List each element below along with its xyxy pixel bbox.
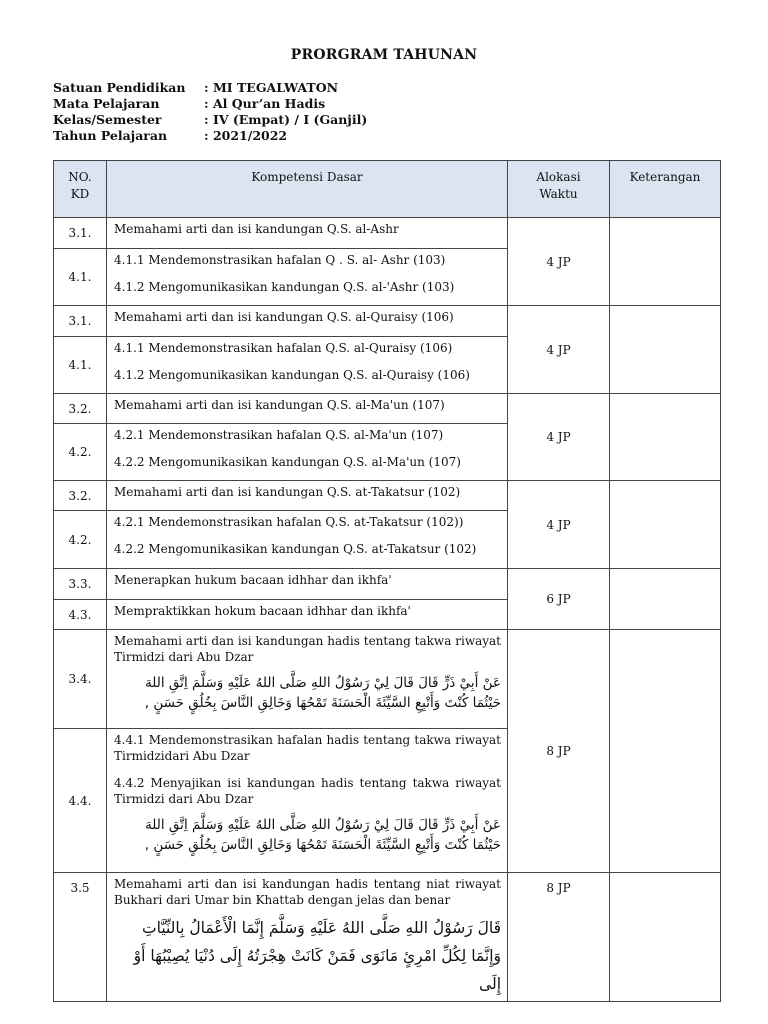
meta-row [53,80,367,96]
kd-number: 4.2. [54,424,107,481]
kd-text: 4.2.2 Mengomunikasikan kandungan Q.S. at-Takatsur (102) [114,542,477,556]
kd-text: Memahami arti dan isi kandungan Q.S. al-Ma'un (107) [114,398,445,412]
kd-number: 4.4. [54,729,107,873]
kd-number: 4.3. [54,600,107,630]
kd-text: 4.2.1 Mendemonstrasikan hafalan Q.S. at-Takatsur (102)) [114,515,464,529]
alokasi-waktu: 8 JP [508,630,610,873]
keterangan-cell [610,306,721,394]
meta-row [53,96,367,112]
meta-row [53,128,367,144]
keterangan-cell [610,630,721,873]
kd-description [107,249,508,306]
meta-key: Tahun Pelajaran [53,128,168,143]
kd-text: 4.1.2 Mengomunikasikan kandungan Q.S. al-Quraisy (106) [114,368,470,382]
kd-text: Mempraktikkan hokum bacaan idhhar dan ikhfa' [114,604,411,618]
document-title: PRORGRAM TAHUNAN [290,47,478,63]
meta-key: Kelas/Semester [53,112,162,127]
kd-text: 4.4.1 Mendemonstrasikan hafalan hadis tentang takwa riwayat Tirmidzidari Abu Dzar [114,733,501,763]
kd-text: 4.4.2 Menyajikan isi kandungan hadis tentang takwa riwayat Tirmidzi dari Abu Dzar [114,776,501,806]
program-table [53,160,721,1002]
header-alokasi-label: Alokasi [536,170,581,184]
kd-number: 3.5 [54,873,107,1002]
document-metadata [53,80,367,144]
kd-text: Menerapkan hukum bacaan idhhar dan ikhfa' [114,573,392,587]
alokasi-waktu: 4 JP [508,481,610,569]
kd-description [107,424,508,481]
kd-text: 4.1.1 Mendemonstrasikan hafalan Q . S. al- Ashr (103) [114,253,446,267]
kd-text: 4.2.1 Mendemonstrasikan hafalan Q.S. al-Ma'un (107) [114,428,444,442]
keterangan-cell [610,481,721,569]
kd-description [107,569,508,600]
alokasi-waktu: 4 JP [508,394,610,481]
table-row [54,873,721,1002]
kd-description [107,306,508,337]
kd-text: Memahami arti dan isi kandungan hadis tentang takwa riwayat Tirmidzi dari Abu Dzar [114,634,501,664]
table-row [54,218,721,249]
table-row [54,306,721,337]
meta-value: : IV (Empat) / I (Ganjil) [204,112,368,127]
kd-description [107,511,508,569]
kd-description [107,630,508,729]
table-row [54,394,721,424]
header-keterangan: Keterangan [610,161,721,218]
kd-number: 4.1. [54,337,107,394]
kd-text: Memahami arti dan isi kandungan Q.S. al-Ashr [114,222,399,236]
header-waktu-label: Waktu [539,187,578,201]
meta-key: Satuan Pendidikan [53,80,186,95]
alokasi-waktu: 8 JP [508,873,610,1002]
kd-description [107,218,508,249]
kd-number: 3.1. [54,306,107,337]
header-alokasi-waktu [508,161,610,218]
meta-value: : MI TEGALWATON [204,80,339,95]
table-row [54,569,721,600]
keterangan-cell [610,394,721,481]
kd-text: Memahami arti dan isi kandungan Q.S. at-Takatsur (102) [114,485,461,499]
kd-text: 4.1.1 Mendemonstrasikan hafalan Q.S. al-Quraisy (106) [114,341,453,355]
alokasi-waktu: 4 JP [508,218,610,306]
table-row [54,630,721,729]
header-kd-label: KD [70,187,90,201]
kd-number: 4.2. [54,511,107,569]
alokasi-waktu: 4 JP [508,306,610,394]
kd-number: 3.1. [54,218,107,249]
kd-number: 3.2. [54,394,107,424]
keterangan-cell [610,873,721,1002]
kd-text: 4.2.2 Mengomunikasikan kandungan Q.S. al-Ma'un (107) [114,455,461,469]
table-row [54,481,721,511]
kd-number: 3.4. [54,630,107,729]
keterangan-cell [610,569,721,630]
meta-row [53,112,367,128]
kd-number: 3.2. [54,481,107,511]
kd-description [107,394,508,424]
kd-number: 4.1. [54,249,107,306]
kd-description [107,337,508,394]
header-no-label: NO. [68,170,92,184]
meta-value: : 2021/2022 [204,128,288,143]
hadith-arabic-text: قَالَ رَسُوْلُ اللهِ صَلَّى اللهُ عَلَيْهِ وَسَلَّمَ إِنَّمَا الْأَعْمَالُ بِالنِّيَّاتِ وَإِنَّمَا لِكُلِّ امْرِئٍ مَانَوَى فَمَنْ كَانَتْ هِجْرَتُهُ إِلَى دُنْيَا يُصِيْبُهَا أَوْ إِلَى [133,919,501,993]
kd-description [107,729,508,873]
table-header-row [54,161,721,218]
header-no-kd [54,161,107,218]
kd-description [107,873,508,1002]
kd-description [107,600,508,630]
kd-text: Memahami arti dan isi kandungan Q.S. al-Quraisy (106) [114,310,454,324]
hadith-arabic-text: عَنْ أَبِيْ ذَرٍّ قَالَ قَالَ لِيْ رَسُوْلُ اللهِ صَلَّى اللهُ عَلَيْهِ وَسَلَّمَ اِتَّقِ اللهَ حَيْثُمَا كُنْتَ وَأَتْبِعِ السَّيِّئَةَ الْحَسَنَةَ تَمْحُهَا وَخَالِقِ النَّاسَ بِخُلُقٍ حَسَنٍ , [144,675,501,711]
kd-number: 3.3. [54,569,107,600]
kd-text: 4.1.2 Mengomunikasikan kandungan Q.S. al-'Ashr (103) [114,280,455,294]
keterangan-cell [610,218,721,306]
header-kompetensi-dasar: Kompetensi Dasar [107,161,508,218]
meta-value: : Al Qur’an Hadis [204,96,326,111]
kd-text: Memahami arti dan isi kandungan hadis tentang niat riwayat Bukhari dari Umar bin Khattab dengan jelas dan benar [114,877,501,907]
meta-key: Mata Pelajaran [53,96,160,111]
kd-description [107,481,508,511]
alokasi-waktu: 6 JP [508,569,610,630]
hadith-arabic-text: عَنْ أَبِيْ ذَرٍّ قَالَ قَالَ لِيْ رَسُوْلُ اللهِ صَلَّى اللهُ عَلَيْهِ وَسَلَّمَ اِتَّقِ اللهَ حَيْثُمَا كُنْتَ وَأَتْبِعِ السَّيِّئَةَ الْحَسَنَةَ تَمْحُهَا وَخَالِقِ النَّاسَ بِخُلُقٍ حَسَنٍ , [144,817,501,853]
